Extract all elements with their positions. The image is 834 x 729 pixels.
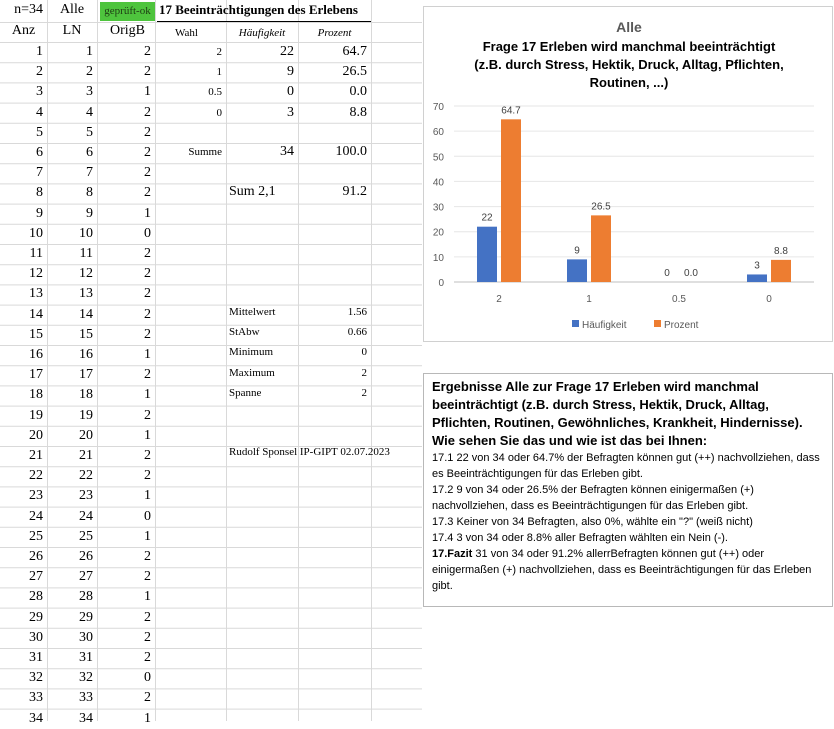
fazit-text: 31 von 34 oder 91.2% allerrBefragten können gut (++) oder einigermaßen (+) nachvollziehen, dass es Beeinträchtigungen für das Erleben gibt. bbox=[432, 548, 812, 592]
cell-ln[interactable]: 30 bbox=[79, 629, 93, 645]
data-label: 0 bbox=[664, 268, 670, 279]
cell-anz[interactable]: 31 bbox=[29, 650, 43, 665]
cell-ln[interactable]: 24 bbox=[79, 508, 93, 524]
cell-ln[interactable]: 19 bbox=[79, 407, 93, 423]
cell-origb[interactable]: 1 bbox=[144, 589, 151, 605]
cell-anz[interactable]: 30 bbox=[29, 629, 43, 645]
result-fazit bbox=[432, 546, 824, 594]
col-header-prozent[interactable]: Prozent bbox=[317, 27, 352, 39]
author-note[interactable]: Rudolf Sponsel IP-GIPT 02.07.2023 bbox=[229, 446, 390, 458]
freq-wahl[interactable]: 1 bbox=[216, 66, 222, 79]
legend-swatch-häufigkeit bbox=[572, 320, 579, 327]
result-line: 17.1 22 von 34 oder 64.7% der Befragten können gut (++) nachvollziehen, dass es Beeinträchtigungen für das Erleben gibt. bbox=[432, 452, 820, 480]
cell-origb[interactable]: 1 bbox=[144, 528, 151, 544]
cell-ln[interactable]: 32 bbox=[79, 670, 93, 686]
freq-wahl[interactable]: 0 bbox=[216, 106, 222, 119]
legend-label: Häufigkeit bbox=[582, 320, 627, 331]
col-header-anz[interactable]: Anz bbox=[11, 23, 36, 38]
stat-value[interactable]: 0.66 bbox=[347, 326, 367, 339]
bar-prozent bbox=[501, 119, 521, 282]
freq-haeufigkeit[interactable]: 22 bbox=[280, 44, 294, 59]
stat-label[interactable]: Spanne bbox=[229, 386, 262, 399]
y-tick-label: 70 bbox=[432, 102, 444, 113]
cell-ln[interactable]: 16 bbox=[79, 347, 93, 362]
cell-anz[interactable]: 32 bbox=[29, 670, 43, 686]
cell-origb[interactable]: 2 bbox=[144, 650, 151, 665]
cell-ln[interactable]: 2 bbox=[86, 64, 93, 80]
freq-prozent[interactable]: 8.8 bbox=[349, 104, 367, 120]
cell-ln[interactable]: 34 bbox=[79, 710, 93, 726]
summe-haeufigkeit[interactable]: 34 bbox=[280, 144, 294, 159]
cell-anz[interactable]: 10 bbox=[29, 225, 43, 241]
cell-origb[interactable]: 1 bbox=[144, 710, 151, 726]
x-tick-label: 0 bbox=[766, 294, 772, 305]
cell-origb[interactable]: 2 bbox=[144, 549, 151, 564]
freq-prozent[interactable]: 64.7 bbox=[342, 44, 367, 59]
cell-ln[interactable]: 33 bbox=[79, 690, 93, 706]
stat-label[interactable]: Minimum bbox=[229, 346, 274, 359]
cell-origb[interactable]: 2 bbox=[144, 367, 151, 383]
results-heading: Ergebnisse Alle zur Frage 17 Erleben wird manchmal beeinträchtigt (z.B. durch Stress, Hektik, Druck, Alltag, Pflichten, Routinen, Gewöhnliches, Krankheit, Hindernisse). Wie sehen Sie das und wie ist das bei Ihnen: bbox=[432, 379, 803, 448]
cell-origb[interactable]: 1 bbox=[144, 488, 151, 504]
x-tick-label: 2 bbox=[496, 294, 502, 305]
checked-badge[interactable]: geprüft-ok bbox=[100, 2, 155, 21]
chart-subtitle-line: (z.B. durch Stress, Hektik, Druck, Alltag, Pflichten, bbox=[474, 57, 784, 72]
sum21-value[interactable]: 91.2 bbox=[342, 184, 367, 199]
cell-anz[interactable]: 18 bbox=[29, 387, 43, 403]
cell-origb[interactable]: 2 bbox=[144, 326, 151, 342]
summe-prozent[interactable]: 100.0 bbox=[335, 144, 367, 159]
cell-anz[interactable]: 8 bbox=[36, 185, 43, 201]
cell-anz[interactable]: 26 bbox=[29, 549, 43, 564]
cell-origb[interactable]: 2 bbox=[144, 609, 151, 625]
cell-anz[interactable]: 29 bbox=[29, 609, 43, 625]
cell-anz[interactable]: 34 bbox=[29, 710, 43, 726]
results-textbox[interactable] bbox=[423, 373, 833, 607]
stat-label[interactable]: Maximum bbox=[229, 366, 275, 379]
x-tick-label: 0.5 bbox=[672, 294, 686, 305]
cell-anz[interactable]: 16 bbox=[29, 347, 43, 362]
fazit-label: 17.Fazit bbox=[432, 548, 473, 560]
results-lines bbox=[432, 450, 824, 546]
cell-ln[interactable]: 20 bbox=[79, 427, 93, 443]
data-label: 9 bbox=[574, 245, 580, 257]
cell-anz[interactable]: 11 bbox=[29, 246, 43, 261]
col-header-ln[interactable]: LN bbox=[62, 23, 82, 38]
cell-anz[interactable]: 4 bbox=[36, 104, 43, 120]
cell-ln[interactable]: 26 bbox=[79, 549, 93, 564]
data-label: 22 bbox=[481, 212, 493, 224]
chart-title: Alle bbox=[616, 19, 642, 35]
cell-anz[interactable]: 21 bbox=[29, 448, 43, 463]
sum21-label[interactable]: Sum 2,1 bbox=[229, 184, 276, 199]
col-header-haeufigkeit[interactable]: Häufigkeit bbox=[238, 27, 286, 39]
cell-ln[interactable]: 7 bbox=[86, 165, 93, 181]
cell-anz[interactable]: 1 bbox=[36, 44, 43, 59]
stat-value[interactable]: 2 bbox=[361, 366, 367, 379]
cell-anz[interactable]: 20 bbox=[29, 427, 43, 443]
group-label[interactable]: Alle bbox=[59, 2, 85, 17]
legend-label: Prozent bbox=[664, 320, 699, 331]
cell-anz[interactable]: 23 bbox=[29, 488, 43, 504]
cell-anz[interactable]: 9 bbox=[36, 205, 43, 221]
y-tick-label: 50 bbox=[432, 152, 444, 164]
cell-origb[interactable]: 1 bbox=[144, 427, 151, 443]
cell-anz[interactable]: 13 bbox=[29, 286, 43, 302]
cell-origb[interactable]: 2 bbox=[144, 64, 151, 80]
cell-anz[interactable]: 7 bbox=[36, 165, 43, 181]
y-tick-label: 60 bbox=[432, 127, 444, 139]
y-tick-label: 40 bbox=[432, 177, 444, 189]
bar-häufigkeit bbox=[477, 227, 497, 282]
cell-ln[interactable]: 15 bbox=[79, 326, 93, 342]
cell-origb[interactable]: 1 bbox=[144, 387, 151, 403]
cell-ln[interactable]: 29 bbox=[79, 609, 93, 625]
bar-prozent bbox=[591, 215, 611, 282]
cell-ln[interactable]: 27 bbox=[79, 569, 93, 585]
result-line: 17.2 9 von 34 oder 26.5% der Befragten können einigermaßen (+) nachvollziehen, dass es Beeinträchtigungen für das Erleben gibt. bbox=[432, 484, 754, 512]
data-label: 64.7 bbox=[501, 105, 521, 117]
data-label: 26.5 bbox=[591, 201, 611, 213]
cell-anz[interactable]: 14 bbox=[29, 306, 43, 322]
cell-anz[interactable]: 22 bbox=[29, 468, 43, 484]
cell-ln[interactable]: 4 bbox=[86, 104, 93, 120]
bar-häufigkeit bbox=[567, 259, 587, 282]
data-label: 8.8 bbox=[774, 245, 788, 257]
freq-prozent[interactable]: 26.5 bbox=[342, 64, 367, 80]
result-line: 17.4 3 von 34 oder 8.8% aller Befragten wählten ein Nein (-). bbox=[432, 532, 728, 544]
y-tick-label: 10 bbox=[432, 252, 444, 264]
cell-ln[interactable]: 18 bbox=[79, 387, 93, 403]
cell-ln[interactable]: 1 bbox=[86, 44, 93, 59]
cell-anz[interactable]: 15 bbox=[29, 326, 43, 342]
cell-ln[interactable]: 6 bbox=[86, 145, 93, 160]
cell-origb[interactable]: 2 bbox=[144, 266, 151, 282]
cell-ln[interactable]: 8 bbox=[86, 185, 93, 201]
cell-origb[interactable]: 2 bbox=[144, 145, 151, 160]
legend-swatch-prozent bbox=[654, 320, 661, 327]
cell-origb[interactable]: 2 bbox=[144, 306, 151, 322]
freq-haeufigkeit[interactable]: 0 bbox=[287, 84, 294, 100]
cell-origb[interactable]: 2 bbox=[144, 448, 151, 463]
cell-origb[interactable]: 1 bbox=[144, 84, 151, 100]
cell-anz[interactable]: 17 bbox=[29, 367, 43, 383]
cell-ln[interactable]: 3 bbox=[86, 84, 93, 100]
y-tick-label: 20 bbox=[432, 227, 444, 239]
bar-chart[interactable] bbox=[423, 6, 833, 342]
cell-origb[interactable]: 2 bbox=[144, 286, 151, 302]
cell-origb[interactable]: 2 bbox=[144, 44, 151, 59]
cell-ln[interactable]: 25 bbox=[79, 528, 93, 544]
freq-prozent[interactable]: 0.0 bbox=[349, 84, 367, 100]
cell-origb[interactable]: 2 bbox=[144, 407, 151, 423]
cell-origb[interactable]: 2 bbox=[144, 124, 151, 140]
freq-haeufigkeit[interactable]: 9 bbox=[287, 64, 294, 80]
summe-label[interactable]: Summe bbox=[188, 146, 222, 158]
cell-ln[interactable]: 23 bbox=[79, 488, 93, 504]
cell-origb[interactable]: 0 bbox=[144, 508, 151, 524]
cell-origb[interactable]: 2 bbox=[144, 246, 151, 261]
cell-ln[interactable]: 13 bbox=[79, 286, 93, 302]
n-label[interactable]: n=34 bbox=[14, 2, 43, 17]
cell-origb[interactable]: 2 bbox=[144, 569, 151, 585]
cell-anz[interactable]: 12 bbox=[29, 266, 43, 282]
cell-origb[interactable]: 2 bbox=[144, 104, 151, 120]
cell-origb[interactable]: 2 bbox=[144, 468, 151, 484]
cell-ln[interactable]: 11 bbox=[79, 246, 93, 261]
bar-prozent bbox=[771, 260, 791, 282]
freq-wahl[interactable]: 2 bbox=[216, 46, 222, 58]
cell-ln[interactable]: 14 bbox=[79, 306, 93, 322]
stat-value[interactable]: 1.56 bbox=[347, 306, 367, 318]
col-header-origb[interactable]: OrigB bbox=[110, 23, 145, 38]
cell-origb[interactable]: 2 bbox=[144, 629, 151, 645]
chart-subtitle-line: Routinen, ...) bbox=[589, 75, 669, 90]
cell-ln[interactable]: 31 bbox=[79, 650, 93, 665]
cell-origb[interactable]: 1 bbox=[144, 205, 151, 221]
chart-subtitle-line: Frage 17 Erleben wird manchmal beeinträchtigt bbox=[482, 39, 776, 54]
cell-origb[interactable]: 2 bbox=[144, 690, 151, 706]
y-tick-label: 0 bbox=[438, 278, 444, 289]
cell-ln[interactable]: 9 bbox=[86, 205, 93, 221]
stat-value[interactable]: 2 bbox=[361, 386, 367, 399]
chart-canvas bbox=[424, 7, 834, 343]
freq-haeufigkeit[interactable]: 3 bbox=[287, 104, 294, 120]
cell-ln[interactable]: 22 bbox=[79, 468, 93, 484]
cell-anz[interactable]: 2 bbox=[36, 64, 43, 80]
cell-origb[interactable]: 2 bbox=[144, 185, 151, 201]
bar-häufigkeit bbox=[747, 274, 767, 282]
data-label: 3 bbox=[754, 260, 760, 272]
cell-ln[interactable]: 21 bbox=[79, 448, 93, 463]
cell-ln[interactable]: 12 bbox=[79, 266, 93, 282]
cell-anz[interactable]: 6 bbox=[36, 145, 43, 160]
question-title[interactable]: 17 Beeinträchtigungen des Erlebens bbox=[159, 2, 358, 17]
cell-anz[interactable]: 5 bbox=[36, 124, 43, 140]
result-line: 17.3 Keiner von 34 Befragten, also 0%, wählte ein "?" (weiß nicht) bbox=[432, 516, 753, 528]
x-tick-label: 1 bbox=[586, 294, 592, 305]
col-header-wahl[interactable]: Wahl bbox=[175, 27, 198, 39]
cell-anz[interactable]: 19 bbox=[29, 407, 43, 423]
cell-origb[interactable]: 1 bbox=[144, 347, 151, 362]
freq-wahl[interactable]: 0.5 bbox=[208, 86, 222, 99]
stat-value[interactable]: 0 bbox=[361, 346, 367, 359]
stat-label[interactable]: StAbw bbox=[229, 326, 260, 339]
cell-anz[interactable]: 3 bbox=[36, 84, 43, 100]
cell-ln[interactable]: 28 bbox=[79, 589, 93, 605]
cell-anz[interactable]: 28 bbox=[29, 589, 43, 605]
cell-ln[interactable]: 5 bbox=[86, 124, 93, 140]
cell-anz[interactable]: 25 bbox=[29, 528, 43, 544]
y-tick-label: 30 bbox=[432, 202, 444, 214]
cell-origb[interactable]: 2 bbox=[144, 165, 151, 181]
cell-ln[interactable]: 10 bbox=[79, 225, 93, 241]
cell-origb[interactable]: 0 bbox=[144, 225, 151, 241]
cell-origb[interactable]: 0 bbox=[144, 670, 151, 686]
stat-label[interactable]: Mittelwert bbox=[229, 306, 276, 318]
cell-anz[interactable]: 27 bbox=[29, 569, 43, 585]
cell-ln[interactable]: 17 bbox=[79, 367, 93, 383]
data-label: 0.0 bbox=[684, 268, 698, 279]
cell-anz[interactable]: 24 bbox=[29, 508, 43, 524]
cell-anz[interactable]: 33 bbox=[29, 690, 43, 706]
